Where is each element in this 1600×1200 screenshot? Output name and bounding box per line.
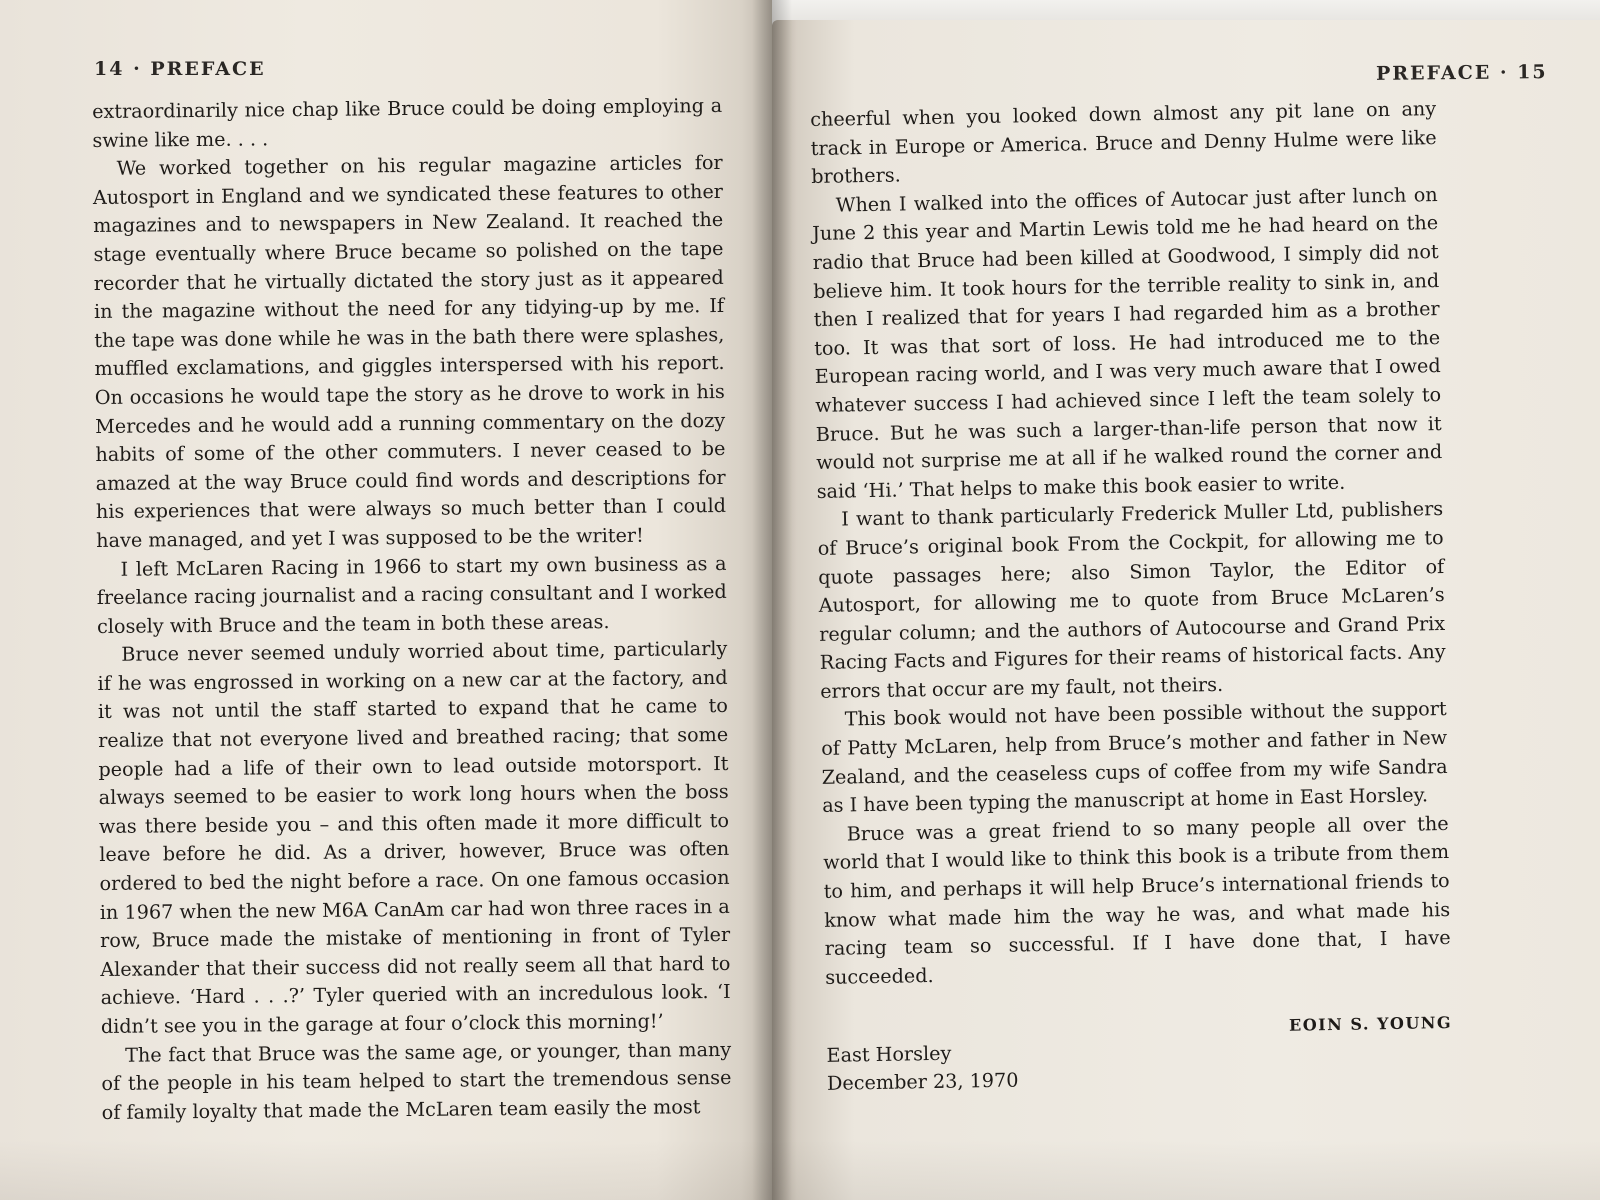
right-page — [772, 20, 1600, 1200]
left-page-number: 14 — [94, 58, 125, 80]
right-paragraph-3: I want to thank particularly Frederick Muller Ltd, publishers of Bruce’s original book From the Cockpit, for allowing me to quote passages here; also Simon Taylor, the Editor of Autosport, for allowing me to quote from Bruce McLaren’s regular column; and the authors of Autocourse and Grand Prix Racing Facts and Figures for their reams of historical facts. Any errors that occur are my fault, not theirs. — [817, 497, 1446, 703]
right-running-head — [1376, 61, 1548, 85]
right-section-title: PREFACE — [1376, 61, 1492, 85]
author-name: EOIN S. YOUNG — [1288, 1013, 1453, 1036]
left-head-separator: · — [133, 58, 142, 80]
left-section-title: PREFACE — [150, 58, 266, 80]
right-paragraph-2: When I walked into the offices of Autocar just after lunch on June 2 this year and Martin Lewis told me he had heard on the radio that Bruce had been killed at Goodwood, I simply did not believe him. It took hours for the terrible reality to sink in, and then I realized that for years I had regarded him as a brother too. It was that sort of loss. He had introduced me to the European racing world, and I was very much aware that I owed whatever success I had achieved since I left the team solely to Bruce. But he was such a larger-than-life person that now it would not surprise me at all if he walked round the corner and said ‘Hi.’ That helps to make this book easier to write. — [812, 182, 1443, 503]
left-paragraph-3: I left McLaren Racing in 1966 to start my own business as a freelance racing journalist and a racing consultant and I worked closely with Bruce and the team in both these areas. — [96, 551, 727, 638]
right-paragraph-4: This book would not have been possible without the support of Patty McLaren, help from Bruce’s mother and father in New Zealand, and the ceaseless cups of coffee from my wife Sandra as I have been typing the manuscript at home in East Horsley. — [821, 697, 1448, 818]
signature-date: December 23, 1970 — [826, 1068, 1019, 1096]
signature-block — [826, 1009, 1453, 1110]
right-head-separator: · — [1500, 61, 1510, 84]
left-paragraph-4: Bruce never seemed unduly worried about time, particularly if he was engrossed in working on a new car at the factory, and it was not until the staff started to expand that he came to realize that not everyone lived and breathed racing; that some people had a life of their own to lead outside motorsport. It always seemed to be easier to work long hours when the boss was there beside you – and this often made it more difficult to leave before he did. As a driver, however, Bruce was often ordered to bed the night before a race. On one famous occasion in 1967 when the new M6A CanAm car had won three races in a row, Bruce made the mistake of mentioning in front of Tyler Alexander that their success did not really seem all that hard to achieve. ‘Hard . . .?’ Tyler queried with an incredulous look. ‘I didn’t see you in the garage at four o’clock this morning!’ — [97, 637, 731, 1038]
right-paragraph-1: cheerful when you looked down almost any pit lane on any track in Europe or America. Bruce and Denny Hulme were like brothers. — [810, 97, 1437, 189]
left-page — [0, 0, 772, 1200]
left-paragraph-2: We worked together on his regular magazine articles for Autosport in England and we syndicated these features to other magazines and to newspapers in New Zealand. It reached the stage eventually where Bruce became so polished on the tape recorder that he virtually dictated the story just as it appeared in the magazine without the need for any tidying-up by me. If the tape was done while he was in the bath there were splashes, muffled exclamations, and giggles interspersed with his report. On occasions he would tape the story as he drove to work in his Mercedes and he would add a running commentary on the dozy habits of some of the other commuters. I never ceased to be amazed at the way Bruce could find words and descriptions for his experiences that were always so much better than I could have managed, and yet I was supposed to be the writer! — [92, 151, 727, 552]
left-paragraph-5: The fact that Bruce was the same age, or younger, than many of the people in his team helped to start the tremendous sense of family loyalty that made the McLaren team easily the most — [101, 1037, 732, 1124]
right-body-text — [810, 95, 1453, 1110]
right-paragraph-5: Bruce was a great friend to so many people all over the world that I would like to think this book is a tribute from them to him, and perhaps it will help Bruce’s international friends to know what made him the way he was, and what made his racing team so successful. If I have done that, I have succeeded. — [823, 811, 1451, 989]
left-body-text — [92, 92, 732, 1127]
right-page-number: 15 — [1517, 61, 1549, 84]
left-paragraph-1: extraordinarily nice chap like Bruce could be doing employing a swine like me. . . . — [92, 93, 723, 152]
signature-place: East Horsley — [826, 1042, 952, 1068]
left-running-head — [94, 58, 266, 80]
